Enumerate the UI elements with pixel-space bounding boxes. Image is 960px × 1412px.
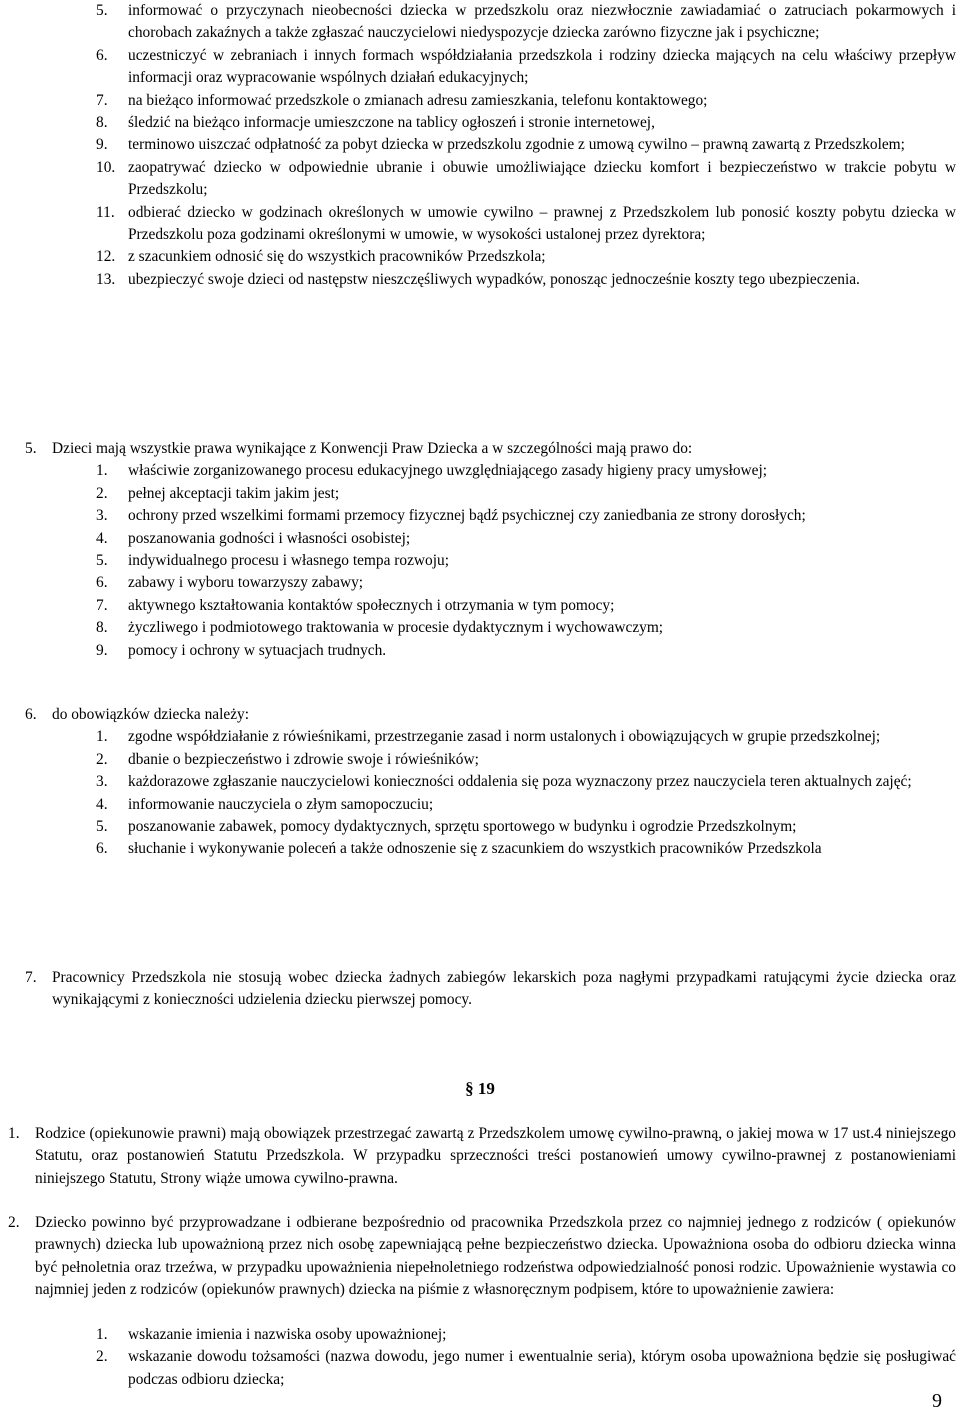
paragraph-heading: § 19 [465,1079,495,1098]
list-item: 3. każdorazowe zgłaszanie nauczycielowi konieczności oddalenia się poza wyznaczony przez nauczyciela teren aktualnych zajęć; [96,773,912,791]
page-number: 9 [932,1389,942,1412]
section-5 [25,438,956,460]
section-6-intro: 6. do obowiązków dziecka należy: [25,706,250,723]
authorization-contents-list [96,1324,956,1391]
list-item: 4. poszanowania godności i własności osobistej; [96,529,411,547]
list-item: 1. zgodne współdziałanie z rówieśnikami, przestrzeganie zasad i norm ustalonych i obowiązujących w grupie przedszkolnej; [96,728,881,746]
list-item: 1. właściwie zorganizowanego procesu edukacyjnego uwzględniającego zasady higieny pracy umysłowej; [96,462,768,480]
paragraph-19-point-1 [8,1123,956,1190]
parent-duties-list [96,0,956,291]
list-item: 6. zabawy i wyboru towarzyszy zabawy; [96,574,364,592]
list-item: 2. dbanie o bezpieczeństwo i zdrowie swoje i rówieśników; [96,750,479,768]
child-duties-list [96,726,956,860]
paragraph-19-point-2-text: 2. Dziecko powinno być przyprowadzane i odbierane bezpośrednio od pracownika Przedszkola przez co najmniej jednego z rodziców ( opiekunów prawnych) dziecka lub upoważnioną przez nich osobę zapewniającą pełne bezpieczeństwo dziecka. Upoważniona osoba do odbioru dziecka winna być pełnoletnia oraz trzeźwa, w przypadku upoważnienia niepełnoletniego rodzeństwa odpowiedzialność ponosi rodzic. Upoważnienie wystawia co najmniej jeden z rodziców (opiekunów prawnych) dziecka na piśmie z własnoręcznym podpisem, które to upoważnienie zawiera: [8,1214,956,1299]
list-item: 5. indywidualnego procesu i własnego tempa rozwoju; [96,552,449,570]
section-6 [25,704,956,726]
list-item: 7. aktywnego kształtowania kontaktów społecznych i otrzymania w tym pomocy; [96,596,615,614]
list-item: 11. odbierać dziecko w godzinach określonych w umowie cywilno – prawnej z Przedszkolem lub ponosić koszty pobytu dziecka w Przedszkolu poza godzinami określonymi w umowie, w wysokości ustalonej przez dyrektora; [96,203,956,244]
section-5-intro: 5. Dzieci mają wszystkie prawa wynikające z Konwencji Praw Dziecka a w szczególności mają prawo do: [25,440,693,457]
section-7 [25,967,956,1012]
list-item: 3. ochrony przed wszelkimi formami przemocy fizycznej bądź psychicznej czy zaniedbania ze strony dorosłych; [96,507,806,525]
list-item: 8. życzliwego i podmiotowego traktowania w procesie dydaktycznym i wychowawczym; [96,619,664,637]
section-7-text: 7. Pracownicy Przedszkola nie stosują wobec dziecka żadnych zabiegów lekarskich poza nagłymi przypadkami ratującymi życie dziecka oraz wynikającymi z konieczności udzielenia dziecku pierwszej pomocy. [25,969,956,1009]
list-item: 6. uczestniczyć w zebraniach i innych formach współdziałania przedszkola i rodziny dziecka mających na celu właściwy przepływ informacji oraz wypracowanie wspólnych działań edukacyjnych; [96,46,956,87]
list-item: 8. śledzić na bieżąco informacje umieszczone na tablicy ogłoszeń i stronie internetowej, [96,114,655,132]
paragraph-19-point-2 [8,1212,956,1302]
child-rights-list [96,460,956,662]
list-item: 2. wskazanie dowodu tożsamości (nazwa dowodu, jego numer i ewentualnie seria), którym osoba upoważniona będzie się posługiwać podczas odbioru dziecka; [96,1348,956,1388]
list-item: 6. słuchanie i wykonywanie poleceń a także odnoszenie się z szacunkiem do wszystkich pracowników Przedszkola [96,840,822,858]
list-item: 9. pomocy i ochrony w sytuacjach trudnych. [96,641,387,659]
list-item: 4. informowanie nauczyciela o złym samopoczuciu; [96,795,434,813]
list-item: 7. na bieżąco informować przedszkole o zmianach adresu zamieszkania, telefonu kontaktowego; [96,91,708,109]
list-item: 13. ubezpieczyć swoje dzieci od następstw nieszczęśliwych wypadków, ponosząc jednocześnie koszty tego ubezpieczenia. [96,270,860,288]
list-item: 10. zaopatrywać dziecko w odpowiednie ubranie i obuwie umożliwiające dziecku komfort i bezpieczeństwo w trakcie pobytu w Przedszkolu; [96,158,956,199]
list-item: 2. pełnej akceptacji takim jakim jest; [96,484,340,502]
list-item: 5. informować o przyczynach nieobecności dziecka w przedszkolu oraz niezwłocznie zawiadamiać o zatruciach pokarmowych i chorobach zakaźnych a także zgłaszać nauczycielowi niedyspozycje dziecka zarówno fizyczne jak i psychiczne; [96,2,956,42]
list-item: 5. poszanowanie zabawek, pomocy dydaktycznych, sprzętu sportowego w budynku i ogrodzie Przedszkolnym; [96,818,797,836]
list-item: 9. terminowo uiszczać odpłatność za pobyt dziecka w przedszkolu zgodnie z umową cywilno – prawną zawartą z Przedszkolem; [96,136,905,154]
paragraph-19-point-1-text: 1. Rodzice (opiekunowie prawni) mają obowiązek przestrzegać zawartą z Przedszkolem umowę cywilno-prawną, o jakiej mowa w 17 ust.4 niniejszego Statutu, oraz postanowień Statutu Przedszkola. W przypadku sprzeczności treści postanowień umowy cywilno-prawnej z postanowieniami niniejszego Statutu, Strony wiąże umowa cywilno-prawna. [8,1125,956,1187]
list-item: 1. wskazanie imienia i nazwiska osoby upoważnionej; [96,1326,447,1343]
list-item: 12. z szacunkiem odnosić się do wszystkich pracowników Przedszkola; [96,248,546,266]
